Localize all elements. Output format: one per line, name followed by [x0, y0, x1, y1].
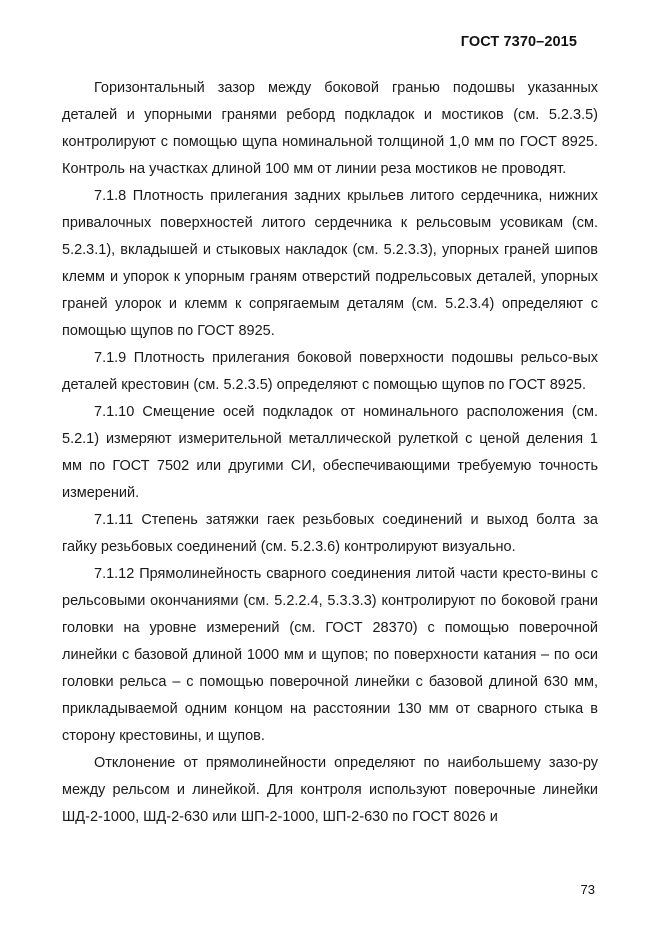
paragraph-7-1-9: 7.1.9 Плотность прилегания боковой поверхности подошвы рельсо-вых деталей крестовин (см. 5.2.3.5) определяют с помощью щупов по ГОСТ 8925.: [62, 350, 598, 393]
paragraph-deviation: Отклонение от прямолинейности определяют по наибольшему зазо-ру между рельсом и линейкой. Для контроля используют поверочные линейки ШД-2-1000, ШД-2-630 или ШП-2-1000, ШП-2-630 по ГОСТ 8026 и: [62, 755, 598, 825]
paragraph-7-1-12: 7.1.12 Прямолинейность сварного соединения литой части кресто-вины с рельсовыми окончаниями (см. 5.2.2.4, 5.3.3.3) контролируют по боковой грани головки на уровне измерений (см. ГОСТ 28370) с помощью поверочной линейки с базовой длиной 1000 мм и щупов; по поверхности катания – по оси головки рельса – с помощью поверочной линейки с базовой длиной 630 мм, прикладываемой одним концом на расстоянии 130 мм от сварного стыка в сторону крестовины, и щупов.: [62, 566, 598, 744]
paragraph-7-1-8: 7.1.8 Плотность прилегания задних крыльев литого сердечника, нижних привалочных поверхностей литого сердечника к рельсовым усовикам (см. 5.2.3.1), вкладышей и стыковых накладок (см. 5.2.3.3), упорных граней шипов клемм и упорок к упорным граням отверстий подрельсовых деталей, упорных граней улорок и клемм к сопрягаемым деталям (см. 5.2.3.4) определяют с помощью щупов по ГОСТ 8925.: [62, 188, 598, 339]
page-number: 73: [580, 882, 595, 897]
paragraph-7-1-10: 7.1.10 Смещение осей подкладок от номинального расположения (см. 5.2.1) измеряют измерительной металлической рулеткой с ценой деления 1 мм по ГОСТ 7502 или другими СИ, обеспечивающими требуемую точность измерений.: [62, 404, 598, 501]
document-body: [62, 75, 598, 831]
paragraph-gap-control: Горизонтальный зазор между боковой гранью подошвы указанных деталей и упорными гранями реборд подкладок и мостиков (см. 5.2.3.5) контролируют с помощью щупа номинальной толщиной 1,0 мм по ГОСТ 8925. Контроль на участках длиной 100 мм от линии реза мостиков не проводят.: [62, 80, 598, 177]
standard-header: ГОСТ 7370–2015: [460, 34, 577, 50]
paragraph-7-1-11: 7.1.11 Степень затяжки гаек резьбовых соединений и выход болта за гайку резьбовых соединений (см. 5.2.3.6) контролируют визуально.: [62, 512, 598, 555]
